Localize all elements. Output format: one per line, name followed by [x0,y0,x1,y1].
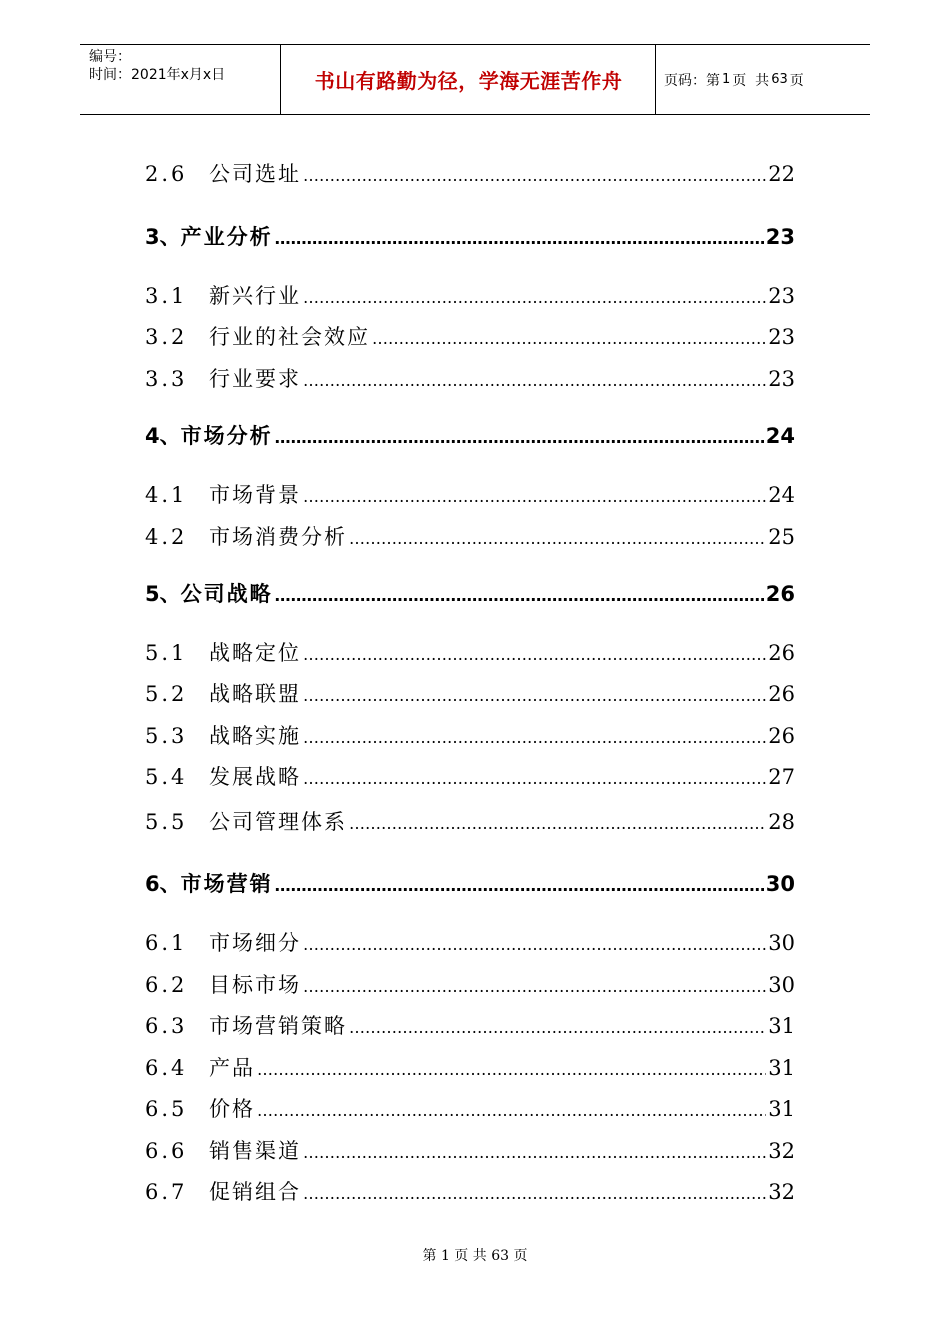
toc-entry-title: 公司战略 [180,582,273,606]
toc-entry-page: 26 [765,582,795,606]
page-total: 63 [771,72,788,87]
toc-entry-number: 6.4 [145,1056,188,1080]
toc-entry-title: 产业分析 [180,225,273,249]
toc-leader-dots [303,728,766,747]
toc-leader-dots [303,645,766,664]
toc-entry-title: 市场营销 [180,872,273,896]
toc-entry-title: 价格 [209,1097,255,1121]
toc-entry-page: 23 [768,367,795,391]
toc-entry-number: 5、 [145,582,181,606]
toc-entry-title: 战略实施 [209,724,301,748]
toc-chapter-entry [145,868,795,898]
toc-entry-page: 32 [768,1180,795,1204]
toc-entry-page: 30 [768,973,795,997]
toc-leader-dots [303,935,766,954]
toc-entry-page: 30 [765,872,795,896]
toc-section-entry [145,1093,795,1123]
page-mid: 页 共 [732,72,770,89]
toc-section-entry [145,927,795,957]
toc-entry-number: 6、 [145,872,181,896]
toc-section-entry [145,637,795,667]
toc-section-entry [145,363,795,393]
toc-entry-page: 24 [768,483,795,507]
toc-entry-page: 32 [768,1139,795,1163]
toc-entry-number: 6.3 [145,1014,188,1038]
toc-entry-page: 26 [768,682,795,706]
toc-entry-title: 行业的社会效应 [209,325,370,349]
toc-entry-number: 6.1 [145,931,188,955]
toc-entry-number: 6.7 [145,1180,188,1204]
toc-entry-number: 3、 [145,225,181,249]
toc-entry-title: 目标市场 [209,973,301,997]
toc-leader-dots [275,229,764,248]
toc-section-entry [145,1176,795,1206]
toc-leader-dots [349,1018,766,1037]
toc-section-entry [145,521,795,551]
header-motto: 书山有路勤为径，学海无涯苦作舟 [282,45,656,114]
toc-entry-number: 6.6 [145,1139,188,1163]
toc-leader-dots [349,814,766,833]
toc-entry-page: 31 [768,1097,795,1121]
page-current: 1 [722,72,731,87]
serial-label: 编号： [89,49,131,65]
toc-entry-title: 新兴行业 [209,284,301,308]
toc-entry-title: 产品 [209,1056,255,1080]
toc-section-entry [145,720,795,750]
toc-entry-page: 25 [768,525,795,549]
toc-leader-dots [303,288,766,307]
toc-leader-dots [275,428,764,447]
toc-entry-page: 27 [768,765,795,789]
toc-entry-page: 24 [765,424,795,448]
toc-entry-title: 市场细分 [209,931,301,955]
toc-section-entry [145,1135,795,1165]
toc-entry-number: 4.2 [145,525,188,549]
toc-section-entry [145,806,795,836]
toc-section-entry [145,1052,795,1082]
toc-entry-page: 22 [768,162,795,186]
toc-entry-page: 26 [768,724,795,748]
toc-entry-title: 市场消费分析 [209,525,347,549]
toc-leader-dots [303,166,766,185]
toc-leader-dots [275,876,764,895]
toc-entry-title: 销售渠道 [209,1139,301,1163]
toc-leader-dots [303,1143,766,1162]
toc-chapter-entry [145,420,795,450]
toc-section-entry [145,761,795,791]
toc-leader-dots [372,329,766,348]
toc-section-entry [145,158,795,188]
toc-entry-page: 28 [768,810,795,834]
toc-section-entry [145,969,795,999]
toc-entry-number: 5.3 [145,724,188,748]
page-suffix: 页 [789,72,804,89]
toc-section-entry [145,678,795,708]
toc-leader-dots [257,1101,766,1120]
toc-entry-number: 2.6 [145,162,188,186]
toc-entry-page: 23 [765,225,795,249]
toc-entry-number: 5.2 [145,682,188,706]
toc-section-entry [145,1010,795,1040]
toc-entry-number: 6.2 [145,973,188,997]
toc-entry-number: 4、 [145,424,181,448]
page-prefix: 页码：第 [664,72,720,89]
toc-entry-title: 市场营销策略 [209,1014,347,1038]
toc-entry-title: 市场背景 [209,483,301,507]
toc-leader-dots [257,1060,766,1079]
toc-entry-title: 促销组合 [209,1180,301,1204]
toc-chapter-entry [145,221,795,251]
toc-entry-title: 行业要求 [209,367,301,391]
toc-leader-dots [303,686,766,705]
toc-entry-title: 公司选址 [209,162,301,186]
toc-entry-page: 26 [768,641,795,665]
toc-leader-dots [303,371,766,390]
toc-entry-page: 30 [768,931,795,955]
time-label: 时间：2021年x月x日 [89,67,226,83]
toc-entry-number: 3.1 [145,284,188,308]
toc-entry-number: 5.4 [145,765,188,789]
toc-entry-title: 战略定位 [209,641,301,665]
toc-entry-title: 市场分析 [180,424,273,448]
toc-entry-page: 31 [768,1056,795,1080]
toc-entry-page: 31 [768,1014,795,1038]
toc-leader-dots [303,977,766,996]
toc-section-entry [145,479,795,509]
toc-entry-number: 5.1 [145,641,188,665]
toc-leader-dots [303,769,766,788]
toc-entry-number: 3.2 [145,325,188,349]
toc-entry-number: 6.5 [145,1097,188,1121]
toc-entry-page: 23 [768,325,795,349]
toc-leader-dots [275,586,764,605]
toc-section-entry [145,321,795,351]
toc-entry-page: 23 [768,284,795,308]
toc-entry-number: 5.5 [145,810,188,834]
toc-chapter-entry [145,578,795,608]
toc-entry-number: 3.3 [145,367,188,391]
page-footer: 第 1 页 共 63 页 [422,1248,528,1264]
toc-leader-dots [303,1184,766,1203]
toc-entry-title: 战略联盟 [209,682,301,706]
toc-entry-title: 公司管理体系 [209,810,347,834]
toc-leader-dots [303,487,766,506]
toc-section-entry [145,280,795,310]
toc-entry-number: 4.1 [145,483,188,507]
toc-leader-dots [349,529,766,548]
toc-entry-title: 发展战略 [209,765,301,789]
